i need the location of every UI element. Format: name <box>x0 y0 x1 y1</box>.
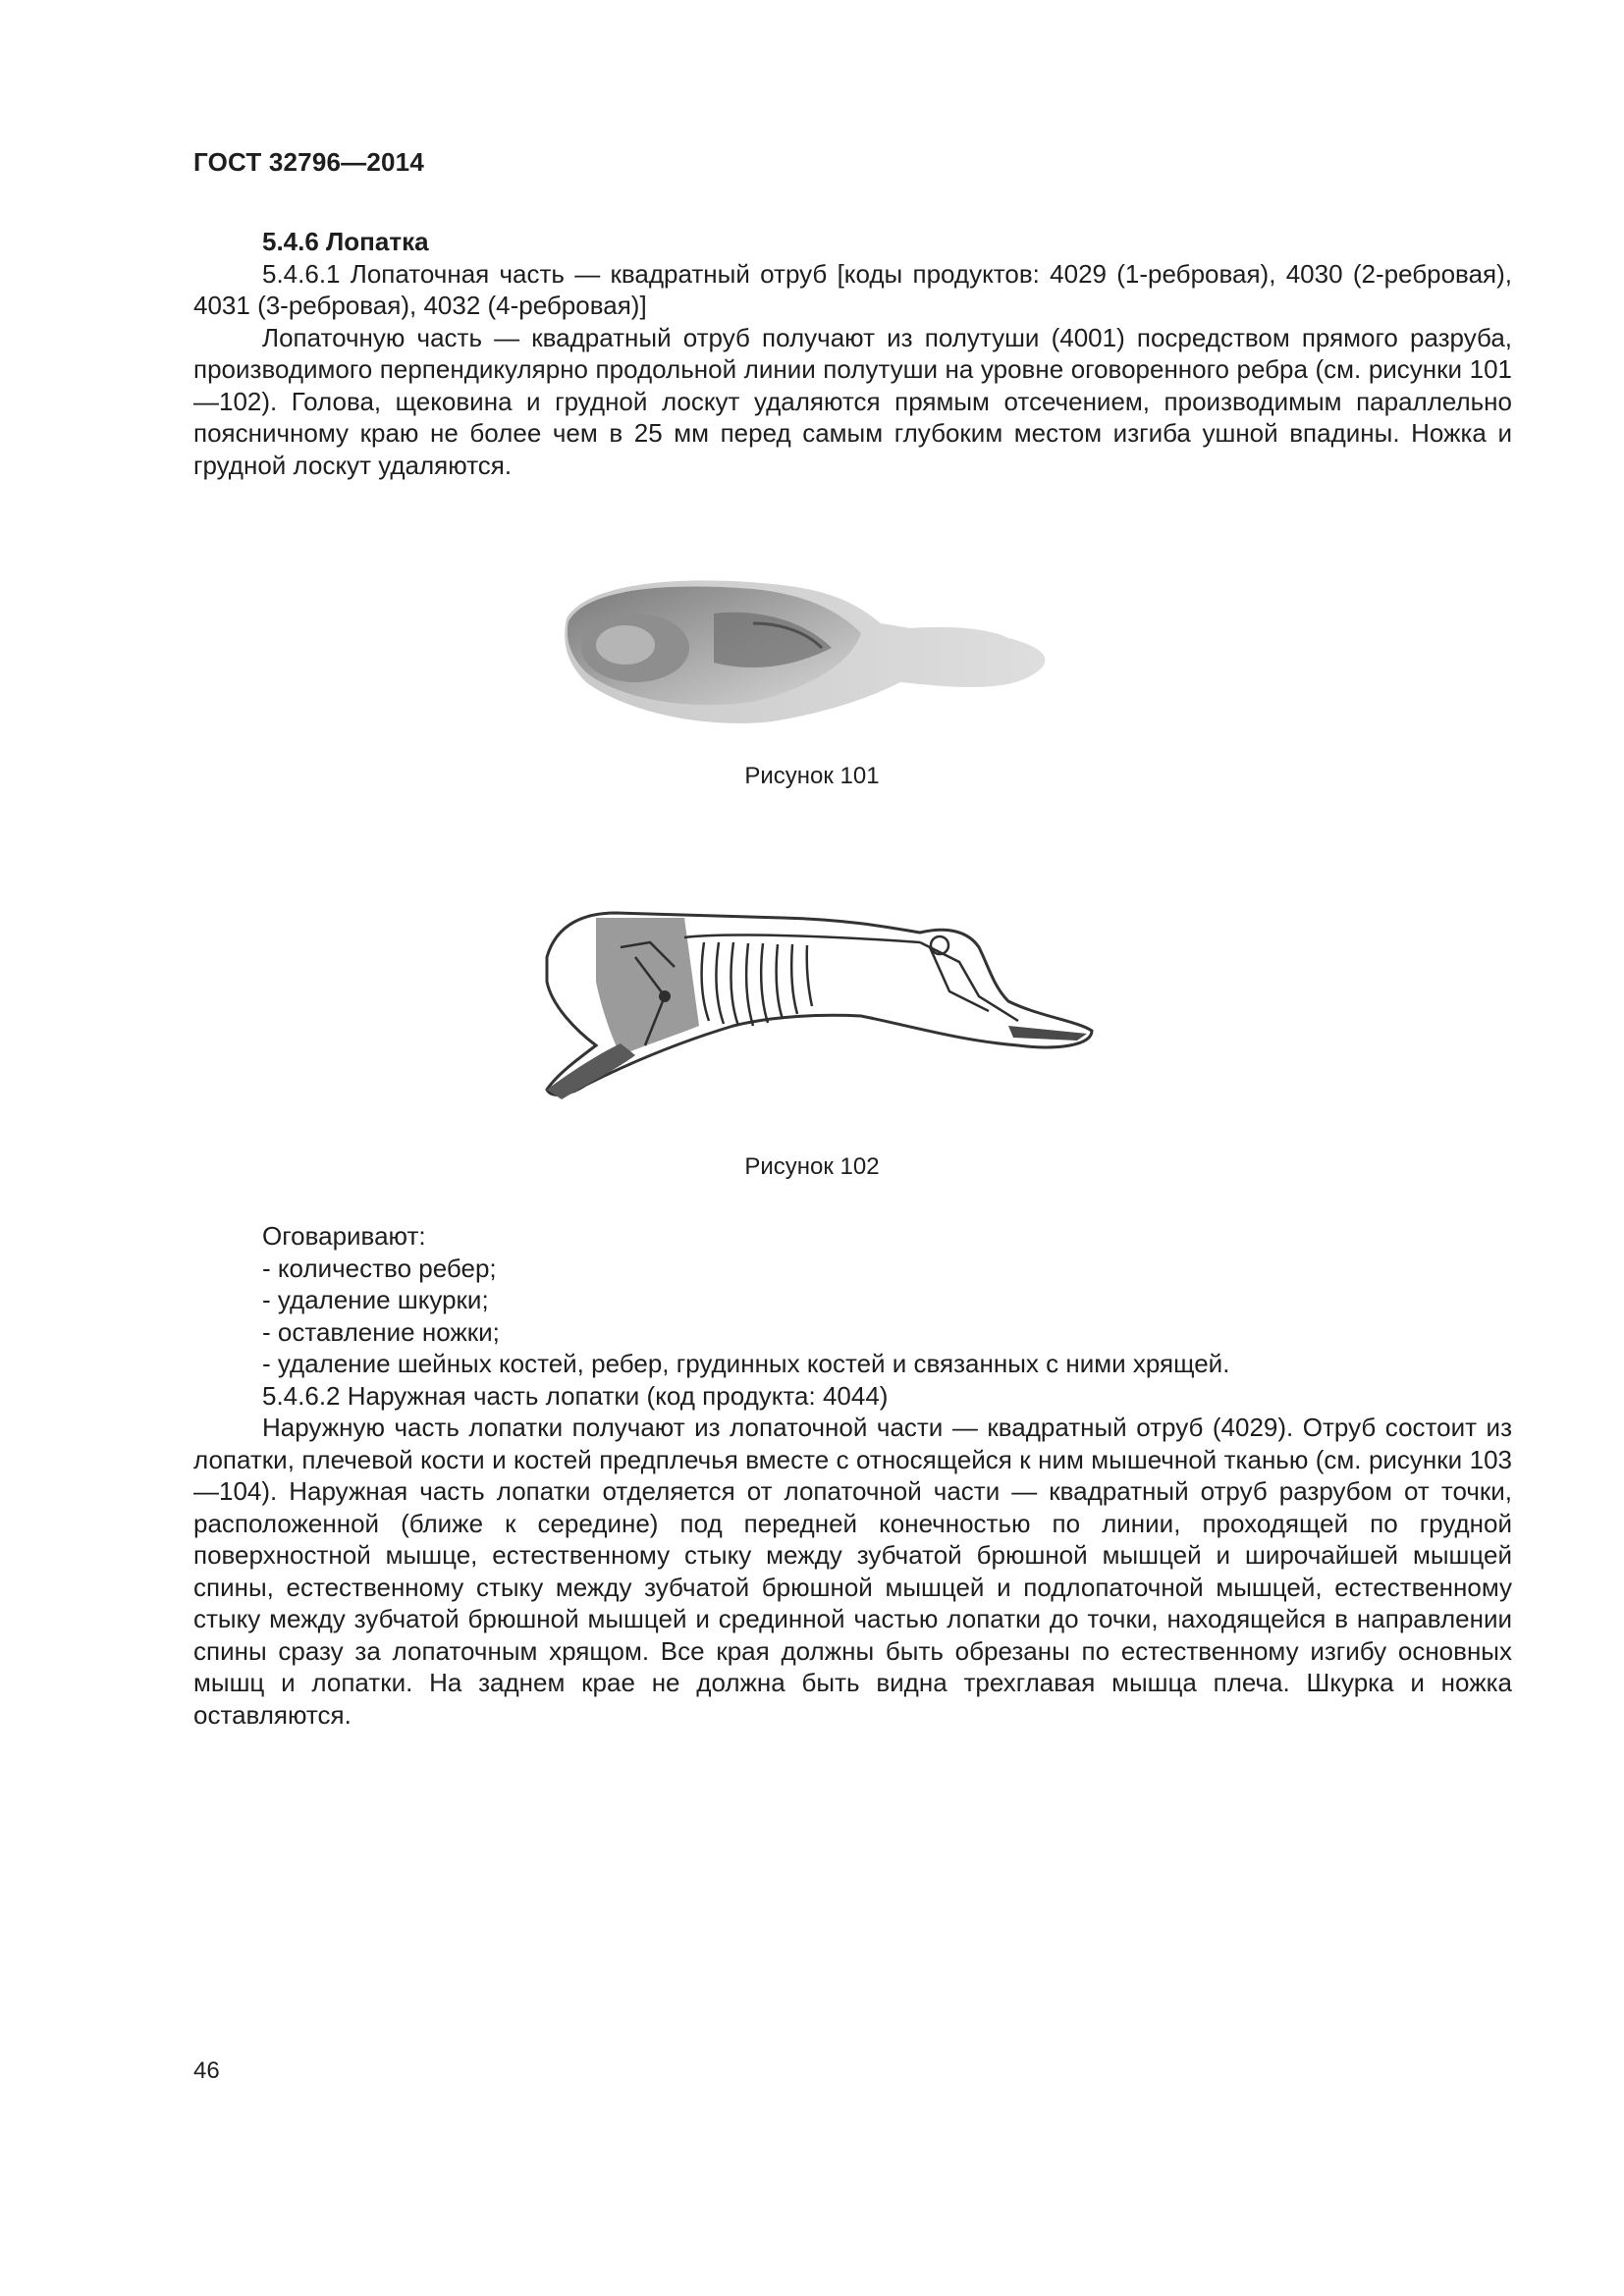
section-5-4-6 <box>193 226 1512 481</box>
figure-101-caption: Рисунок 101 <box>744 763 880 789</box>
conditions-list <box>193 1253 1512 1380</box>
paragraph-outer-shoulder: Наружную часть лопатки получают из лопаточной части — квадратный отруб (4029). Отруб состоит из лопатки, плечевой кости и костей предплечья вместе с относящейся к ним мышечной тканью (см. рисунки 103—104). Наружная часть лопатки отделяется от лопаточной части — квадратный отруб разрубом от точки, расположенной (ближе к середине) под передней конечностью по линии, проходящей по грудной поверхностной мышце, естественному стыку между зубчатой брюшной мышцей и широчайшей мышцей спины, естественному стыку между зубчатой брюшной мышцей и подлопаточной мышцей, естественному стыку между зубчатой брюшной мышцей и срединной частью лопатки до точки, находящейся в направлении спины сразу за лопаточным хрящом. Все края должны быть обрезаны по естественному изгибу основных мышц и лопатки. На заднем крае не должна быть видна трехглавая мышца плеча. Шкурка и ножка оставляются. <box>193 1413 1512 1730</box>
list-item: - оставление ножки; <box>262 1316 500 1347</box>
paragraph-shoulder-cut: Лопаточную часть — квадратный отруб получают из полутуши (4001) посредством прямого разруба, производимого перпендикулярно продольной линии полутуши на уровне оговоренного ребра (см. рисунки 101—102). Голова, щековина и грудной лоскут удаляются прямым отсечением, производимым параллельно поясничному краю не более чем в 25 мм перед самым глубоким местом изгиба ушной впадины. Ножка и грудной лоскут удаляются. <box>193 322 1512 480</box>
document-header: ГОСТ 32796—2014 <box>193 147 424 177</box>
figure-102-caption: Рисунок 102 <box>744 1153 880 1180</box>
list-item: - количество ребер; <box>262 1253 497 1283</box>
figure-101 <box>0 555 1624 751</box>
list-item: - удаление шейных костей, ребер, грудинных костей и связанных с ними хрящей. <box>262 1349 1230 1378</box>
list-item: - удаление шкурки; <box>262 1285 489 1314</box>
paragraph-5-4-6-2-heading: 5.4.6.2 Наружная часть лопатки (код продукта: 4044) <box>262 1380 889 1411</box>
page-number: 46 <box>193 2057 220 2084</box>
paragraph-5-4-6-1: 5.4.6.1 Лопаточная часть — квадратный отруб [коды продуктов: 4029 (1-ребровая), 4030 (2-ребровая), 4031 (3-ребровая), 4032 (4-ребровая)] <box>193 258 1512 320</box>
section-5-4-6-continued <box>193 1220 1512 1731</box>
shoulder-cut-photo <box>557 555 1067 751</box>
section-heading: 5.4.6 Лопатка <box>262 227 429 256</box>
conditions-intro: Оговаривают: <box>262 1221 426 1251</box>
half-carcass-diagram <box>527 888 1097 1114</box>
figure-102 <box>0 888 1624 1114</box>
